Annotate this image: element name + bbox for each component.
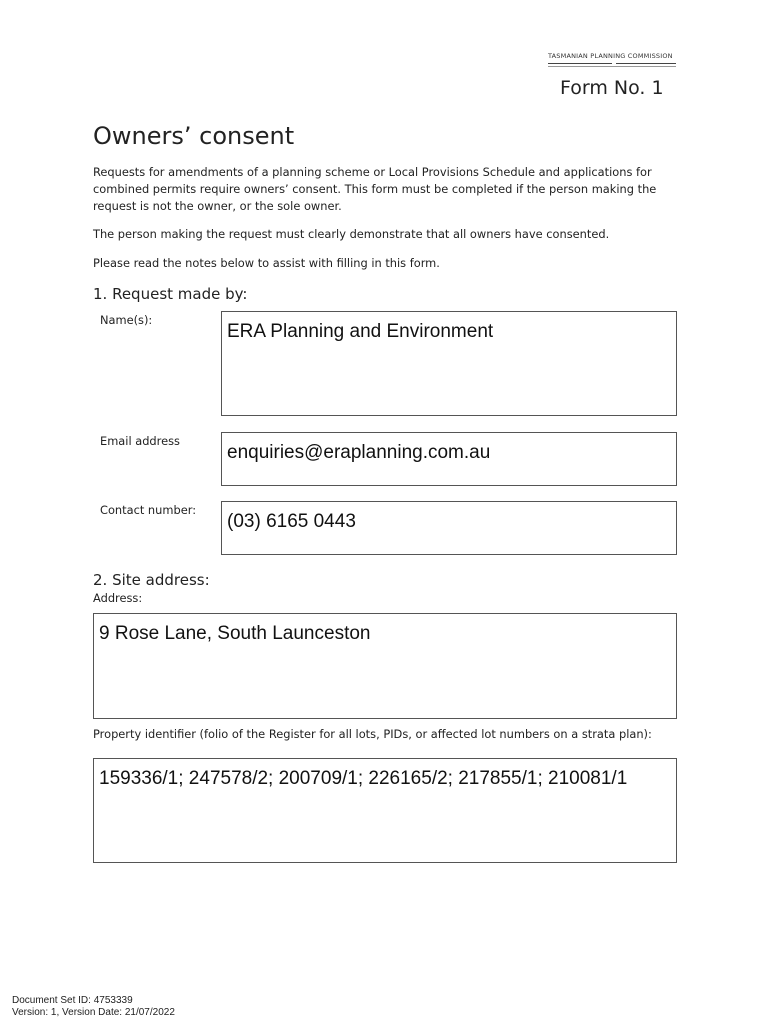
- form-number: Form No. 1: [560, 77, 664, 99]
- page-title: Owners’ consent: [93, 122, 295, 150]
- contact-field[interactable]: (03) 6165 0443: [221, 501, 677, 555]
- names-label: Name(s):: [100, 313, 153, 327]
- header-rule: [548, 63, 612, 64]
- header-rule: [548, 66, 676, 67]
- document-set-id: Document Set ID: 4753339: [12, 995, 133, 1006]
- property-identifier-field[interactable]: 159336/1; 247578/2; 200709/1; 226165/2; 217855/1; 210081/1: [93, 758, 677, 863]
- version-info: Version: 1, Version Date: 21/07/2022: [12, 1007, 175, 1018]
- address-label: Address:: [93, 591, 143, 605]
- section-heading-site: 2. Site address:: [93, 571, 210, 589]
- intro-paragraph: Please read the notes below to assist with filling in this form.: [93, 256, 440, 270]
- email-field[interactable]: enquiries@eraplanning.com.au: [221, 432, 677, 486]
- header-rule: [616, 63, 676, 64]
- intro-paragraph: The person making the request must clearly demonstrate that all owners have consented.: [93, 227, 610, 241]
- section-heading-request: 1. Request made by:: [93, 285, 248, 303]
- property-identifier-label: Property identifier (folio of the Register for all lots, PIDs, or affected lot numbers on a strata plan):: [93, 727, 652, 741]
- contact-label: Contact number:: [100, 503, 197, 517]
- names-field[interactable]: ERA Planning and Environment: [221, 311, 677, 416]
- organisation-name: TASMANIAN PLANNING COMMISSION: [548, 52, 673, 60]
- address-field[interactable]: 9 Rose Lane, South Launceston: [93, 613, 677, 719]
- intro-paragraph: Requests for amendments of a planning scheme or Local Provisions Schedule and applications for combined permits require owners’ consent. This form must be completed if the person making the request is not the owner, or the sole owner.: [93, 165, 657, 213]
- email-label: Email address: [100, 434, 180, 448]
